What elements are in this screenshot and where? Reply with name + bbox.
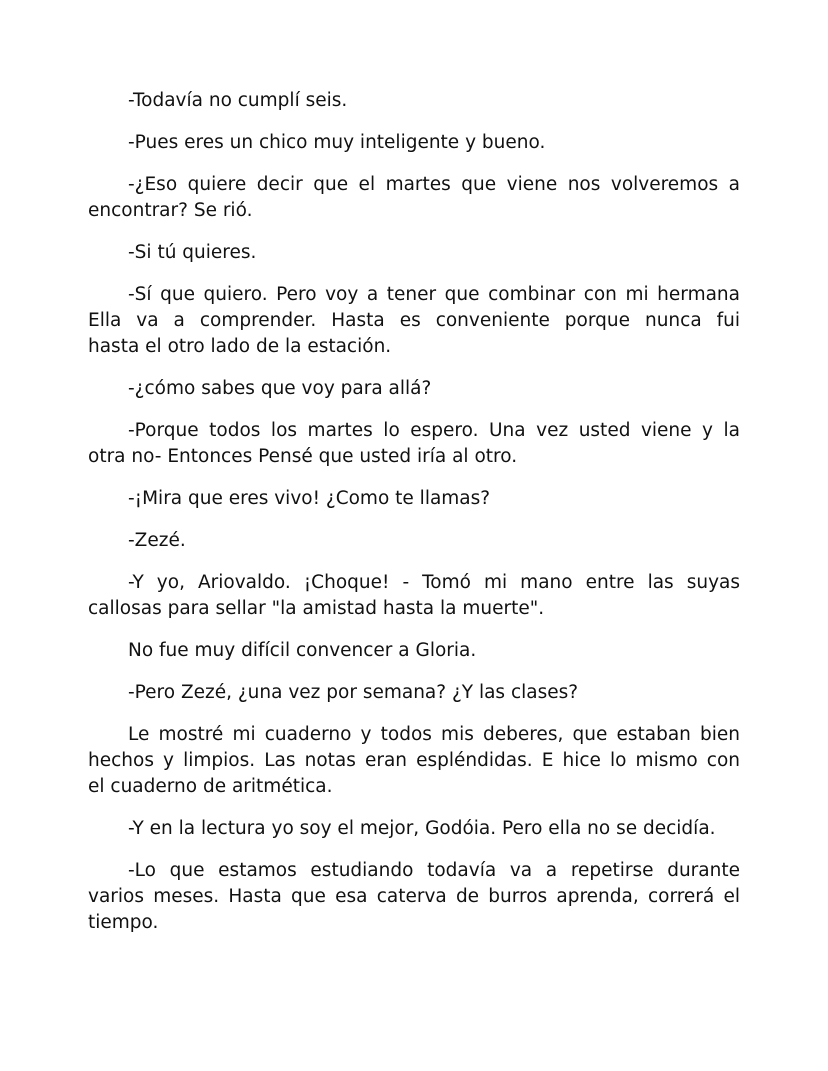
paragraph-10: [88, 570, 740, 622]
paragraph-2: [88, 130, 740, 156]
paragraph-12-line-1: -Pero Zezé, ¿una vez por semana? ¿Y las clases?: [128, 682, 579, 703]
paragraph-10-line-1: -Y yo, Ariovaldo. ¡Choque! - Tomó mi mano entre las suyas: [128, 572, 740, 593]
paragraph-4-line-1: -Si tú quieres.: [128, 242, 257, 263]
paragraph-5-line-1: -Sí que quiero. Pero voy a tener que combinar con mi hermana: [128, 284, 740, 305]
paragraph-15: [88, 858, 740, 936]
paragraph-3-line-2: encontrar? Se rió.: [88, 200, 253, 221]
paragraph-5: [88, 282, 740, 360]
paragraph-11-line-1: No fue muy difícil convencer a Gloria.: [128, 640, 477, 661]
paragraph-13-line-2: hechos y limpios. Las notas eran espléndidas. E hice lo mismo con: [88, 750, 740, 771]
paragraph-11: [88, 638, 740, 664]
paragraph-10-line-2: callosas para sellar "la amistad hasta la muerte".: [88, 598, 545, 619]
paragraph-7-line-2: otra no- Entonces Pensé que usted iría al otro.: [88, 446, 518, 467]
paragraph-5-line-2: Ella va a comprender. Hasta es conveniente porque nunca fui: [88, 310, 740, 331]
paragraph-1: [88, 88, 740, 114]
document-page: [88, 88, 740, 952]
paragraph-6: [88, 376, 740, 402]
paragraph-9: [88, 528, 740, 554]
paragraph-13: [88, 722, 740, 800]
paragraph-12: [88, 680, 740, 706]
paragraph-1-line-1: -Todavía no cumplí seis.: [128, 90, 348, 111]
paragraph-7: [88, 418, 740, 470]
paragraph-8: [88, 486, 740, 512]
paragraph-7-line-1: -Porque todos los martes lo espero. Una vez usted viene y la: [128, 420, 740, 441]
paragraph-8-line-1: -¡Mira que eres vivo! ¿Como te llamas?: [128, 488, 491, 509]
paragraph-14-line-1: -Y en la lectura yo soy el mejor, Godóia. Pero ella no se decidía.: [128, 818, 716, 839]
paragraph-15-line-1: -Lo que estamos estudiando todavía va a repetirse durante: [128, 860, 740, 881]
paragraph-3: [88, 172, 740, 224]
paragraph-13-line-1: Le mostré mi cuaderno y todos mis deberes, que estaban bien: [128, 724, 740, 745]
paragraph-5-line-3: hasta el otro lado de la estación.: [88, 336, 392, 357]
paragraph-6-line-1: -¿cómo sabes que voy para allá?: [128, 378, 432, 399]
paragraph-15-line-3: tiempo.: [88, 912, 159, 933]
paragraph-13-line-3: el cuaderno de aritmética.: [88, 776, 333, 797]
paragraph-14: [88, 816, 740, 842]
paragraph-15-line-2: varios meses. Hasta que esa caterva de burros aprenda, correrá el: [88, 886, 740, 907]
paragraph-2-line-1: -Pues eres un chico muy inteligente y bueno.: [128, 132, 546, 153]
paragraph-4: [88, 240, 740, 266]
paragraph-9-line-1: -Zezé.: [128, 530, 186, 551]
paragraph-3-line-1: -¿Eso quiere decir que el martes que viene nos volveremos a: [128, 174, 740, 195]
